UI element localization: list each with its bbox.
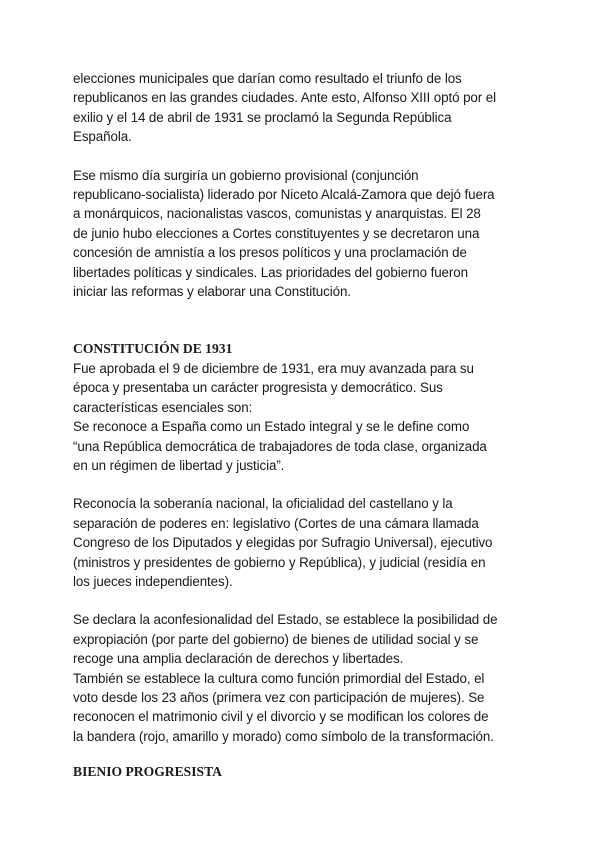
paragraph-aconfesionalidad: [73, 610, 533, 746]
section-heading-constitucion: CONSTITUCIÓN DE 1931: [73, 341, 233, 357]
text-line: los jueces independientes).: [73, 573, 233, 589]
text-line: de junio hubo elecciones a Cortes constituyentes y se decretaron una: [73, 225, 480, 241]
text-line: reconocen el matrimonio civil y el divorcio y se modifican los colores de: [73, 709, 489, 725]
paragraph-spacer: [73, 475, 533, 494]
paragraph-soberania: [73, 494, 533, 591]
text-line: elecciones municipales que darían como resultado el triunfo de los: [73, 71, 462, 86]
paragraph-spacer: [73, 147, 533, 166]
text-line: iniciar las reformas y elaborar una Constitución.: [73, 284, 351, 300]
text-line: Ese mismo día surgiría un gobierno provisional (conjunción: [73, 167, 419, 183]
text-line: Fue aprobada el 9 de diciembre de 1931, era muy avanzada para su: [73, 360, 474, 376]
text-line: expropiación (por parte del gobierno) de bienes de utilidad social y se: [73, 631, 479, 647]
paragraph-spacer: [73, 591, 533, 610]
text-line: “una República democrática de trabajadores de toda clase, organizada: [73, 438, 487, 454]
paragraph-constitucion: [73, 359, 533, 475]
text-line: Se declara la aconfesionalidad del Estado, se establece la posibilidad de: [73, 612, 498, 628]
section-heading-bienio-progresista: BIENIO PROGRESISTA: [73, 764, 222, 780]
text-line: Congreso de los Diputados y elegidas por Sufragio Universal), ejecutivo: [73, 535, 493, 551]
text-line: También se establece la cultura como función primordial del Estado, el: [73, 670, 485, 686]
section-spacer: [73, 301, 533, 339]
paragraph-gobierno-provisional: [73, 166, 533, 302]
text-line: recoge una amplia declaración de derechos y libertades.: [73, 651, 404, 667]
paragraph-elecciones: [73, 69, 533, 147]
text-line: Española.: [73, 129, 132, 145]
document-page: [73, 69, 533, 782]
text-line: separación de poderes en: legislativo (Cortes de una cámara llamada: [73, 515, 479, 531]
text-line: Se reconoce a España como un Estado integral y se le define como: [73, 419, 470, 435]
text-line: concesión de amnistía a los presos políticos y una proclamación de: [73, 245, 467, 261]
text-line: la bandera (rojo, amarillo y morado) como símbolo de la transformación.: [73, 728, 494, 744]
text-line: republicano-socialista) liderado por Niceto Alcalá-Zamora que dejó fuera: [73, 187, 495, 203]
text-line: en un régimen de libertad y justicia”.: [73, 457, 285, 473]
section-spacer: [73, 746, 533, 762]
text-line: libertades políticas y sindicales. Las prioridades del gobierno fueron: [73, 264, 468, 280]
text-line: características esenciales son:: [73, 399, 253, 415]
text-line: voto desde los 23 años (primera vez con participación de mujeres). Se: [73, 689, 485, 705]
text-line: (ministros y presidentes de gobierno y República), y judicial (residía en: [73, 554, 486, 570]
text-line: a monárquicos, nacionalistas vascos, comunistas y anarquistas. El 28: [73, 206, 481, 222]
text-line: exilio y el 14 de abril de 1931 se proclamó la Segunda República: [73, 109, 452, 125]
text-line: Reconocía la soberanía nacional, la oficialidad del castellano y la: [73, 496, 453, 512]
text-line: época y presentaba un carácter progresista y democrático. Sus: [73, 380, 443, 396]
text-line: republicanos en las grandes ciudades. Ante esto, Alfonso XIII optó por el: [73, 90, 496, 106]
